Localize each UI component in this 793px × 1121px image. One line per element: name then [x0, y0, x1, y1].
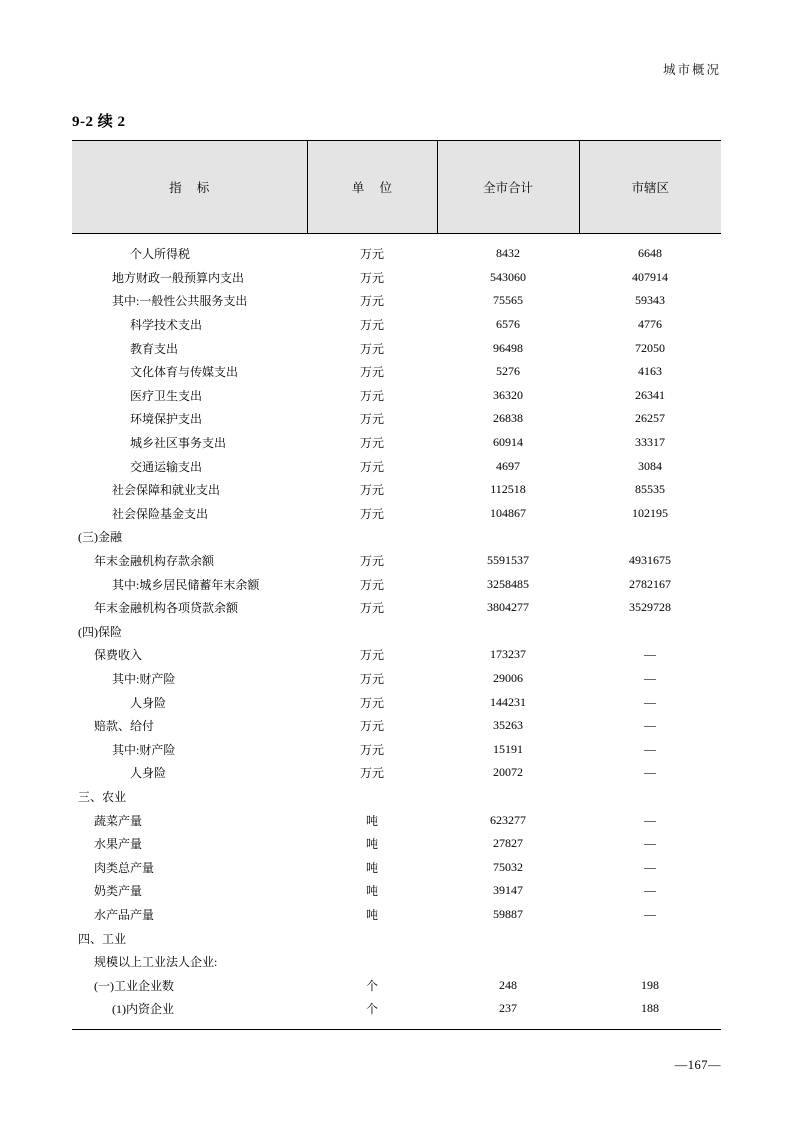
cell-districts: — [644, 906, 656, 921]
indicator-label: (一)工业企业数 [94, 978, 174, 993]
cell-unit: 万元 [359, 648, 384, 663]
cell-city-total [437, 785, 579, 809]
cell-city-total: 27827 [493, 836, 523, 851]
cell-indicator [72, 667, 307, 691]
cell-indicator [72, 596, 307, 620]
indicator-label: 其中:一般性公共服务支出 [112, 294, 248, 309]
cell-city-total [437, 620, 579, 644]
cell-city-total: 5276 [496, 364, 520, 379]
cell-districts: 4931675 [629, 553, 671, 568]
cell-city-total: 36320 [493, 387, 523, 402]
cell-indicator [72, 808, 307, 832]
cell-city-total: 543060 [490, 269, 526, 284]
indicator-label: 肉类总产量 [94, 860, 155, 875]
cell-districts: 26341 [635, 387, 665, 402]
cell-unit: 万元 [359, 341, 384, 356]
cell-city-total: 8432 [496, 246, 520, 261]
cell-city-total: 144231 [490, 694, 526, 709]
indicator-label: 其中:城乡居民储蓄年末余额 [112, 577, 260, 592]
table-row [72, 620, 721, 644]
cell-districts: — [644, 859, 656, 874]
cell-city-total [437, 525, 579, 549]
statistics-table [72, 140, 721, 1021]
table-row [72, 667, 721, 691]
table-row [72, 384, 721, 408]
cell-districts: 407914 [632, 269, 668, 284]
cell-districts: 102195 [632, 505, 668, 520]
cell-indicator [72, 572, 307, 596]
indicator-label: 环境保护支出 [130, 412, 203, 427]
table-title: 9-2 续 2 [72, 114, 126, 130]
cell-city-total: 60914 [493, 435, 523, 450]
cell-unit: 万元 [359, 388, 384, 403]
cell-unit: 吨 [365, 907, 378, 922]
table-row [72, 502, 721, 526]
cell-indicator [72, 549, 307, 573]
indicator-label: 地方财政一般预算内支出 [112, 270, 245, 285]
table-row [72, 289, 721, 313]
cell-unit: 万元 [359, 365, 384, 380]
table-row [72, 572, 721, 596]
cell-districts: — [644, 765, 656, 780]
cell-indicator [72, 690, 307, 714]
cell-city-total: 59887 [493, 906, 523, 921]
column-header-city-total: 全市合计 [437, 141, 579, 234]
cell-city-total: 6576 [496, 317, 520, 332]
cell-districts: — [644, 647, 656, 662]
cell-districts: 85535 [635, 482, 665, 497]
indicator-label: 四、工业 [78, 931, 127, 946]
cell-indicator [72, 997, 307, 1021]
table-row [72, 950, 721, 974]
cell-unit: 万元 [359, 270, 384, 285]
cell-districts [579, 785, 721, 809]
table-row [72, 478, 721, 502]
cell-unit: 万元 [359, 577, 384, 592]
cell-districts: 198 [641, 977, 659, 992]
cell-city-total: 5591537 [487, 553, 529, 568]
cell-indicator [72, 525, 307, 549]
indicator-label: 交通运输支出 [130, 459, 203, 474]
cell-indicator [72, 973, 307, 997]
cell-districts [579, 950, 721, 974]
cell-city-total: 15191 [493, 741, 523, 756]
indicator-label: (三)金融 [78, 530, 122, 545]
cell-districts: — [644, 836, 656, 851]
cell-city-total: 3804277 [487, 600, 529, 615]
cell-districts: 72050 [635, 340, 665, 355]
table-row [72, 643, 721, 667]
table-row [72, 266, 721, 290]
cell-districts: 3529728 [629, 600, 671, 615]
column-header-indicator: 指 标 [72, 141, 307, 234]
table-row [72, 336, 721, 360]
cell-indicator [72, 643, 307, 667]
cell-city-total [437, 950, 579, 974]
cell-indicator [72, 761, 307, 785]
indicator-label: 其中:财产险 [112, 742, 176, 757]
table-bottom-rule [72, 1029, 721, 1030]
table-row [72, 549, 721, 573]
cell-unit: 万元 [359, 766, 384, 781]
cell-unit: 吨 [365, 837, 378, 852]
cell-indicator [72, 313, 307, 337]
cell-indicator [72, 234, 307, 266]
page-number: —167— [674, 1058, 721, 1072]
cell-city-total: 35263 [493, 718, 523, 733]
cell-indicator [72, 266, 307, 290]
table-row [72, 903, 721, 927]
cell-districts: — [644, 694, 656, 709]
indicator-label: 文化体育与传媒支出 [130, 365, 239, 380]
cell-districts: — [644, 670, 656, 685]
cell-indicator [72, 879, 307, 903]
cell-districts: 33317 [635, 435, 665, 450]
cell-city-total [437, 926, 579, 950]
table-row [72, 785, 721, 809]
cell-indicator [72, 289, 307, 313]
indicator-label: 年末金融机构存款余额 [94, 554, 215, 569]
cell-indicator [72, 336, 307, 360]
indicator-label: 科学技术支出 [130, 318, 203, 333]
table-header [72, 141, 721, 234]
indicator-label: 人身险 [130, 695, 167, 710]
cell-city-total: 237 [499, 1001, 517, 1016]
statistics-table-container [72, 140, 721, 1021]
table-row [72, 234, 721, 266]
indicator-label: 医疗卫生支出 [130, 388, 203, 403]
table-row [72, 360, 721, 384]
cell-districts: 59343 [635, 293, 665, 308]
cell-city-total: 104867 [490, 505, 526, 520]
table-row [72, 596, 721, 620]
cell-unit: 万元 [359, 695, 384, 710]
table-row [72, 926, 721, 950]
indicator-label: 三、农业 [78, 789, 127, 804]
cell-unit: 万元 [359, 459, 384, 474]
cell-indicator [72, 620, 307, 644]
cell-districts: 4163 [638, 364, 662, 379]
indicator-label: 赔款、给付 [94, 719, 155, 734]
cell-districts: 3084 [638, 458, 662, 473]
table-row [72, 690, 721, 714]
cell-city-total: 173237 [490, 647, 526, 662]
cell-city-total: 20072 [493, 765, 523, 780]
cell-districts: 188 [641, 1001, 659, 1016]
cell-city-total: 75032 [493, 859, 523, 874]
cell-districts: — [644, 718, 656, 733]
indicator-label: 个人所得税 [130, 247, 191, 262]
cell-unit: 万元 [359, 671, 384, 686]
cell-unit: 吨 [365, 813, 378, 828]
cell-city-total: 248 [499, 977, 517, 992]
cell-city-total: 4697 [496, 458, 520, 473]
cell-unit: 万元 [359, 318, 384, 333]
cell-city-total: 623277 [490, 812, 526, 827]
cell-unit: 万元 [359, 554, 384, 569]
cell-unit: 万元 [359, 483, 384, 498]
cell-districts: — [644, 812, 656, 827]
indicator-label: 奶类产量 [94, 884, 143, 899]
cell-indicator [72, 785, 307, 809]
cell-indicator [72, 384, 307, 408]
cell-districts: — [644, 741, 656, 756]
cell-indicator [72, 926, 307, 950]
cell-districts: 26257 [635, 411, 665, 426]
cell-unit [307, 785, 437, 809]
indicator-label: 水产品产量 [94, 907, 155, 922]
indicator-label: 教育支出 [130, 341, 179, 356]
cell-districts [579, 525, 721, 549]
indicator-label: (四)保险 [78, 624, 122, 639]
cell-city-total: 39147 [493, 883, 523, 898]
cell-indicator [72, 502, 307, 526]
cell-unit: 万元 [359, 436, 384, 451]
cell-indicator [72, 950, 307, 974]
cell-indicator [72, 832, 307, 856]
table-row [72, 879, 721, 903]
cell-unit: 万元 [359, 742, 384, 757]
cell-city-total: 26838 [493, 411, 523, 426]
indicator-label: 城乡社区事务支出 [130, 436, 227, 451]
cell-city-total: 112518 [490, 482, 526, 497]
cell-city-total: 3258485 [487, 576, 529, 591]
indicator-label: 其中:财产险 [112, 671, 176, 686]
table-row [72, 761, 721, 785]
cell-unit: 万元 [359, 247, 384, 262]
cell-unit: 吨 [365, 860, 378, 875]
table-row [72, 454, 721, 478]
table-body [72, 234, 721, 1021]
cell-indicator [72, 714, 307, 738]
cell-unit [307, 950, 437, 974]
cell-indicator [72, 737, 307, 761]
cell-districts [579, 620, 721, 644]
table-row [72, 525, 721, 549]
cell-unit: 吨 [365, 884, 378, 899]
cell-unit: 个 [365, 1002, 378, 1017]
cell-unit: 个 [365, 978, 378, 993]
cell-indicator [72, 431, 307, 455]
table-row [72, 808, 721, 832]
cell-districts: — [644, 883, 656, 898]
column-header-districts: 市辖区 [579, 141, 721, 234]
cell-districts [579, 926, 721, 950]
column-header-unit: 单 位 [307, 141, 437, 234]
cell-indicator [72, 454, 307, 478]
cell-indicator [72, 360, 307, 384]
table-row [72, 431, 721, 455]
indicator-label: 社会保障和就业支出 [112, 483, 221, 498]
cell-unit: 万元 [359, 601, 384, 616]
table-row [72, 997, 721, 1021]
cell-districts: 2782167 [629, 576, 671, 591]
cell-unit: 万元 [359, 294, 384, 309]
table-row [72, 832, 721, 856]
cell-unit [307, 525, 437, 549]
cell-unit [307, 620, 437, 644]
cell-unit: 万元 [359, 719, 384, 734]
cell-unit: 万元 [359, 506, 384, 521]
cell-districts: 4776 [638, 317, 662, 332]
indicator-label: 规模以上工业法人企业: [94, 955, 218, 970]
indicator-label: (1)内资企业 [112, 1002, 174, 1017]
table-row [72, 407, 721, 431]
cell-unit: 万元 [359, 412, 384, 427]
indicator-label: 水果产量 [94, 837, 143, 852]
table-row [72, 855, 721, 879]
cell-city-total: 96498 [493, 340, 523, 355]
cell-city-total: 75565 [493, 293, 523, 308]
indicator-label: 年末金融机构各项贷款余额 [94, 601, 239, 616]
cell-indicator [72, 855, 307, 879]
table-row [72, 714, 721, 738]
cell-districts: 6648 [638, 246, 662, 261]
table-row [72, 973, 721, 997]
indicator-label: 社会保险基金支出 [112, 506, 209, 521]
cell-city-total: 29006 [493, 670, 523, 685]
table-row [72, 313, 721, 337]
table-row [72, 737, 721, 761]
cell-indicator [72, 903, 307, 927]
cell-indicator [72, 478, 307, 502]
cell-indicator [72, 407, 307, 431]
page-header-label: 城市概况 [662, 63, 721, 77]
indicator-label: 保费收入 [94, 648, 143, 663]
table-header-row [72, 141, 721, 234]
indicator-label: 蔬菜产量 [94, 813, 143, 828]
indicator-label: 人身险 [130, 766, 167, 781]
cell-unit [307, 926, 437, 950]
